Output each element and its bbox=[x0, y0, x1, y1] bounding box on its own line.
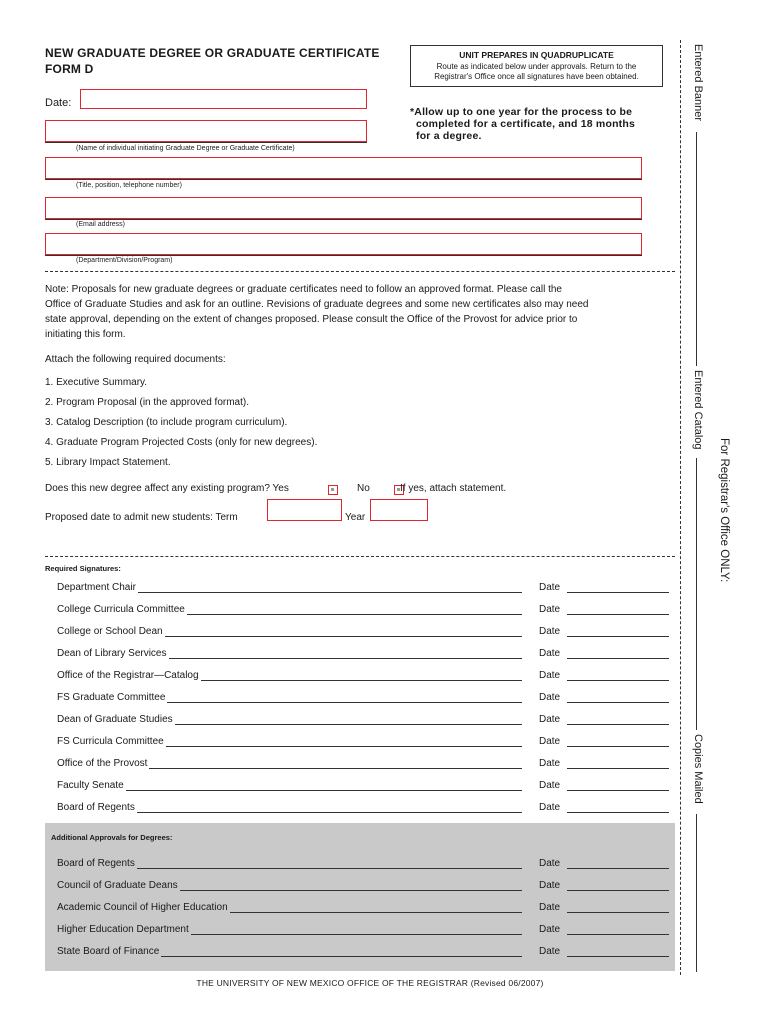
signature-label: Council of Graduate Deans bbox=[57, 880, 178, 891]
year-label: Year bbox=[345, 512, 366, 523]
date-label: Date bbox=[539, 582, 561, 593]
date-line[interactable] bbox=[567, 956, 669, 957]
date-label: Date bbox=[539, 924, 561, 935]
sidebar-dashed-divider bbox=[680, 40, 681, 975]
initiator-name-caption: (Name of individual initiating Graduate Degree or Graduate Certificate) bbox=[76, 145, 295, 152]
date-line[interactable] bbox=[567, 636, 669, 637]
note-line1: Note: Proposals for new graduate degrees or graduate certificates need to follow an approved format. Please call the bbox=[45, 284, 562, 295]
documents-item: 2. Program Proposal (in the approved format). bbox=[45, 397, 249, 408]
date-label: Date bbox=[539, 880, 561, 891]
signature-label: Office of the Provost bbox=[57, 758, 148, 769]
initiator-name-input[interactable] bbox=[45, 120, 367, 142]
date-line[interactable] bbox=[567, 680, 669, 681]
signature-row bbox=[57, 944, 669, 958]
signature-label: Dean of Graduate Studies bbox=[57, 714, 173, 725]
signature-line[interactable] bbox=[165, 636, 522, 637]
quadruplicate-line2: Registrar's Office once all signatures have been obtained. bbox=[434, 72, 639, 81]
signature-line[interactable] bbox=[126, 790, 522, 791]
allow-note-line3: for a degree. bbox=[416, 130, 482, 142]
email-caption: (Email address) bbox=[76, 221, 126, 228]
department-caption: (Department/Division/Program) bbox=[76, 257, 173, 264]
signature-row bbox=[57, 922, 669, 936]
signature-row bbox=[57, 756, 669, 770]
note-line3: state approval, depending on the extent of changes proposed. Please consult the Office of the Provost for advice prior to bbox=[45, 314, 578, 325]
date-label: Date bbox=[539, 626, 561, 637]
date-label: Date bbox=[539, 670, 561, 681]
signature-label: Academic Council of Higher Education bbox=[57, 902, 228, 913]
entered-catalog-text: Entered Catalog bbox=[692, 370, 704, 450]
date-line[interactable] bbox=[567, 812, 669, 813]
initiator-name-underline bbox=[45, 142, 367, 143]
signature-label: FS Curricula Committee bbox=[57, 736, 164, 747]
form-title bbox=[45, 45, 380, 77]
signature-line[interactable] bbox=[161, 956, 522, 957]
date-label: Date bbox=[539, 604, 561, 615]
additional-approvals-heading: Additional Approvals for Degrees: bbox=[51, 833, 173, 842]
registrar-only-text: For Registrar's Office ONLY: bbox=[718, 438, 730, 583]
date-line[interactable] bbox=[567, 790, 669, 791]
signature-row bbox=[57, 734, 669, 748]
copies-mailed-line bbox=[696, 814, 697, 972]
allow-note-line1: *Allow up to one year for the process to be bbox=[410, 106, 633, 118]
entered-banner-label bbox=[692, 44, 704, 121]
signature-label: College Curricula Committee bbox=[57, 604, 185, 615]
department-input[interactable] bbox=[45, 233, 642, 255]
signature-line[interactable] bbox=[166, 746, 522, 747]
signature-label: State Board of Finance bbox=[57, 946, 160, 957]
signature-row bbox=[57, 778, 669, 792]
date-input[interactable] bbox=[80, 89, 367, 109]
form-title-line1: NEW GRADUATE DEGREE OR GRADUATE CERTIFICATE bbox=[45, 46, 380, 60]
entered-catalog-label bbox=[692, 370, 704, 450]
title-phone-input[interactable] bbox=[45, 157, 642, 179]
signature-row bbox=[57, 900, 669, 914]
allow-note bbox=[410, 106, 635, 142]
signature-label: Department Chair bbox=[57, 582, 136, 593]
signature-label: Board of Regents bbox=[57, 858, 135, 869]
date-label: Date bbox=[539, 780, 561, 791]
signature-row bbox=[57, 646, 669, 660]
date-line[interactable] bbox=[567, 768, 669, 769]
copies-mailed-label bbox=[692, 734, 704, 804]
signature-line[interactable] bbox=[201, 680, 522, 681]
dashed-divider-2 bbox=[45, 556, 675, 557]
note-line2: Office of Graduate Studies and ask for an outline. Revisions of graduate degrees and some new certificates also may need bbox=[45, 299, 589, 310]
form-title-line2: FORM D bbox=[45, 62, 94, 76]
date-line[interactable] bbox=[567, 912, 669, 913]
signature-line[interactable] bbox=[175, 724, 522, 725]
signature-row bbox=[57, 712, 669, 726]
signature-row bbox=[57, 624, 669, 638]
signature-line[interactable] bbox=[191, 934, 522, 935]
date-label: Date: bbox=[45, 97, 72, 109]
date-label: Date bbox=[539, 902, 561, 913]
signature-label: Higher Education Department bbox=[57, 924, 189, 935]
signature-line[interactable] bbox=[167, 702, 522, 703]
email-input[interactable] bbox=[45, 197, 642, 219]
term-input[interactable] bbox=[267, 499, 342, 521]
email-underline bbox=[45, 219, 642, 220]
documents-item: 1. Executive Summary. bbox=[45, 377, 148, 388]
signature-row bbox=[57, 580, 669, 594]
date-label: Date bbox=[539, 714, 561, 725]
date-line[interactable] bbox=[567, 614, 669, 615]
entered-catalog-line bbox=[696, 458, 697, 730]
signature-row bbox=[57, 878, 669, 892]
date-label: Date bbox=[539, 758, 561, 769]
signature-label: Faculty Senate bbox=[57, 780, 124, 791]
signature-row bbox=[57, 800, 669, 814]
signature-label: Dean of Library Services bbox=[57, 648, 167, 659]
date-line[interactable] bbox=[567, 658, 669, 659]
year-input[interactable] bbox=[370, 499, 428, 521]
signature-row bbox=[57, 856, 669, 870]
signature-line[interactable] bbox=[138, 592, 522, 593]
signature-line[interactable] bbox=[149, 768, 522, 769]
date-label: Date bbox=[539, 692, 561, 703]
entered-banner-line bbox=[696, 132, 697, 366]
date-label: Date bbox=[539, 736, 561, 747]
yes-checkbox[interactable] bbox=[328, 485, 338, 495]
signature-line[interactable] bbox=[169, 658, 522, 659]
date-line[interactable] bbox=[567, 890, 669, 891]
entered-banner-text: Entered Banner bbox=[692, 44, 704, 122]
required-signatures-heading: Required Signatures: bbox=[45, 564, 121, 573]
admit-date-label: Proposed date to admit new students: Term bbox=[45, 512, 238, 523]
signature-label: Office of the Registrar—Catalog bbox=[57, 670, 199, 681]
documents-item: 5. Library Impact Statement. bbox=[45, 457, 171, 468]
documents-item: 4. Graduate Program Projected Costs (only for new degrees). bbox=[45, 437, 318, 448]
title-phone-underline bbox=[45, 179, 642, 180]
attach-statement-label: If yes, attach statement. bbox=[400, 483, 507, 494]
affect-question: Does this new degree affect any existing program? Yes bbox=[45, 483, 289, 494]
quadruplicate-line1: Route as indicated below under approvals. Return to the bbox=[436, 62, 637, 71]
documents-item: 3. Catalog Description (to include program curriculum). bbox=[45, 417, 288, 428]
signature-label: FS Graduate Committee bbox=[57, 692, 166, 703]
signature-line[interactable] bbox=[230, 912, 522, 913]
documents-intro: Attach the following required documents: bbox=[45, 354, 226, 365]
date-label: Date bbox=[539, 858, 561, 869]
title-phone-caption: (Title, position, telephone number) bbox=[76, 182, 182, 189]
no-label: No bbox=[357, 483, 370, 494]
quadruplicate-heading: UNIT PREPARES IN QUADRUPLICATE bbox=[459, 50, 614, 60]
copies-mailed-text: Copies Mailed bbox=[692, 734, 704, 804]
date-line[interactable] bbox=[567, 746, 669, 747]
signature-line[interactable] bbox=[187, 614, 522, 615]
date-line[interactable] bbox=[567, 868, 669, 869]
date-label: Date bbox=[539, 802, 561, 813]
signature-line[interactable] bbox=[137, 812, 522, 813]
signature-row bbox=[57, 668, 669, 682]
date-line[interactable] bbox=[567, 702, 669, 703]
allow-note-line2: completed for a certificate, and 18 months bbox=[416, 118, 636, 130]
signature-label: Board of Regents bbox=[57, 802, 135, 813]
signature-line[interactable] bbox=[137, 868, 522, 869]
date-line[interactable] bbox=[567, 592, 669, 593]
dashed-divider-1 bbox=[45, 271, 675, 272]
signature-label: College or School Dean bbox=[57, 626, 163, 637]
documents-list bbox=[45, 373, 317, 473]
note-paragraph bbox=[45, 282, 675, 342]
footer-text: THE UNIVERSITY OF NEW MEXICO OFFICE OF THE REGISTRAR (Revised 06/2007) bbox=[196, 978, 544, 988]
signature-row bbox=[57, 602, 669, 616]
date-line[interactable] bbox=[567, 934, 669, 935]
department-underline bbox=[45, 255, 642, 256]
registrar-only-label bbox=[718, 438, 730, 582]
note-line4: initiating this form. bbox=[45, 329, 126, 340]
date-line[interactable] bbox=[567, 724, 669, 725]
date-label: Date bbox=[539, 648, 561, 659]
signature-row bbox=[57, 690, 669, 704]
signature-line[interactable] bbox=[180, 890, 522, 891]
quadruplicate-box bbox=[410, 45, 663, 87]
date-label: Date bbox=[539, 946, 561, 957]
